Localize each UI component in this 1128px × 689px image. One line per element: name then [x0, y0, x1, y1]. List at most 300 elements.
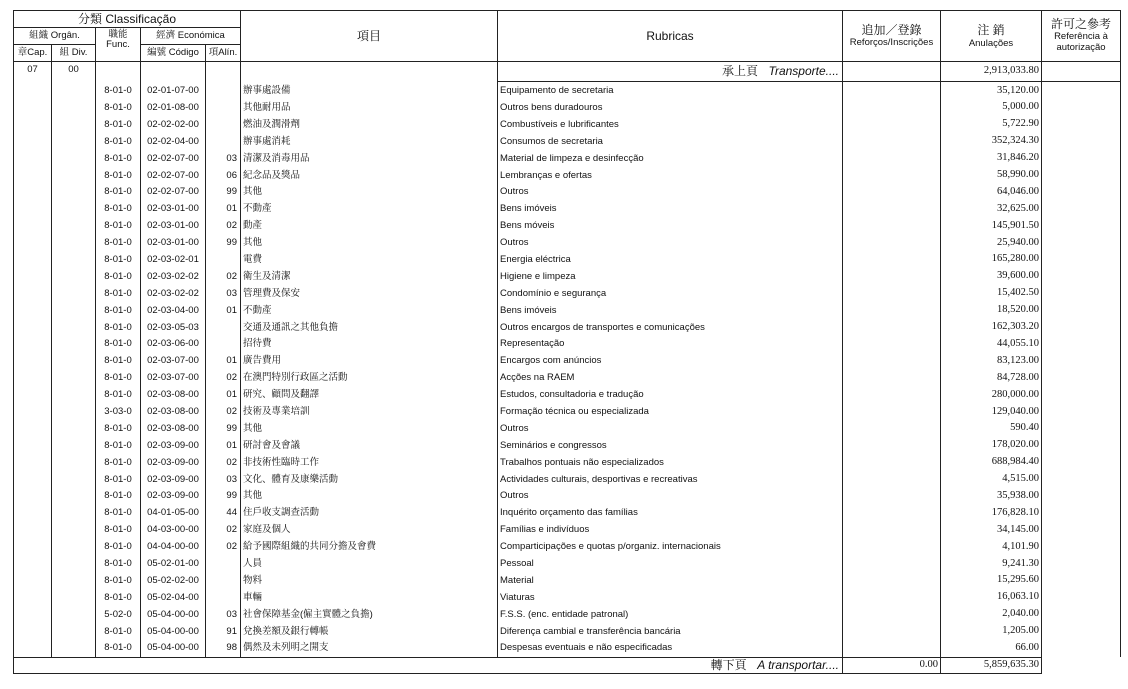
codigo-cell: 05-02-04-00 [141, 589, 206, 606]
div-cell [52, 251, 96, 268]
item-zh-cell: 紀念品及獎品 [241, 167, 498, 184]
item-zh-cell: 其他 [241, 184, 498, 201]
classificacao-header: 分類 Classificação [14, 11, 241, 28]
referencia-cell [1042, 606, 1121, 623]
table-row [14, 640, 1121, 657]
div-cell [52, 606, 96, 623]
func-cell: 8-01-0 [96, 99, 141, 116]
table-row [14, 251, 1121, 268]
reforcos-cell [843, 386, 941, 403]
alin-cell: 02 [206, 538, 241, 555]
func-cell: 8-01-0 [96, 319, 141, 336]
anulacoes-pt: Anulações [968, 37, 1014, 49]
codigo-cell: 02-03-09-00 [141, 488, 206, 505]
func-cell: 8-01-0 [96, 522, 141, 539]
rubrica-cell: Estudos, consultadoria e tradução [498, 386, 843, 403]
func-cell: 8-01-0 [96, 251, 141, 268]
table-row [14, 133, 1121, 150]
div-cell [52, 319, 96, 336]
codigo-cell: 02-03-07-00 [141, 370, 206, 387]
referencia-cell [1042, 505, 1121, 522]
reforcos-cell [843, 336, 941, 353]
table-row [14, 370, 1121, 387]
anulacoes-cell: 44,055.10 [941, 336, 1042, 353]
referencia-cell [1042, 454, 1121, 471]
cap-cell [14, 505, 52, 522]
codigo-cell: 05-04-00-00 [141, 640, 206, 657]
item-zh-cell: 其他耐用品 [241, 99, 498, 116]
rubrica-cell: Viaturas [498, 589, 843, 606]
table-row [14, 589, 1121, 606]
codigo-cell: 02-03-09-00 [141, 471, 206, 488]
referencia-cell [1042, 285, 1121, 302]
cap-cell [14, 133, 52, 150]
reforcos-cell [843, 268, 941, 285]
anulacoes-cell: 34,145.00 [941, 522, 1042, 539]
div-cell [52, 538, 96, 555]
referencia-cell [1042, 640, 1121, 657]
cap-cell [14, 522, 52, 539]
cap-cell [14, 555, 52, 572]
rubrica-cell: Outros [498, 420, 843, 437]
rubrica-cell: Diferença cambial e transferência bancária [498, 623, 843, 640]
alin-cell [206, 572, 241, 589]
rubrica-cell: F.S.S. (enc. entidade patronal) [498, 606, 843, 623]
func-cell: 8-01-0 [96, 623, 141, 640]
cap-cell [14, 184, 52, 201]
referencia-cell [1042, 386, 1121, 403]
func-cell: 8-01-0 [96, 572, 141, 589]
table-row [14, 403, 1121, 420]
anulacoes-cell: 590.40 [941, 420, 1042, 437]
referencia-header [1042, 11, 1121, 62]
carry-in-label-pt: Transporte.... [768, 64, 839, 79]
reforcos-cell [843, 471, 941, 488]
reforcos-cell [843, 82, 941, 99]
rubrica-cell: Outros bens duradouros [498, 99, 843, 116]
item-zh-cell: 給予國際組織的共同分擔及會費 [241, 538, 498, 555]
rubrica-cell: Bens imóveis [498, 201, 843, 218]
alin-cell [206, 99, 241, 116]
codigo-cell: 02-01-07-00 [141, 82, 206, 99]
codigo-cell: 02-03-01-00 [141, 201, 206, 218]
referencia-cell [1042, 336, 1121, 353]
codigo-cell: 02-03-01-00 [141, 218, 206, 235]
cap-cell [14, 640, 52, 657]
table-row [14, 150, 1121, 167]
div-cell [52, 82, 96, 99]
referencia-cell [1042, 488, 1121, 505]
item-zh-cell: 管理費及保安 [241, 285, 498, 302]
cap-cell [14, 201, 52, 218]
reforcos-cell [843, 454, 941, 471]
div-cell [52, 420, 96, 437]
func-pt: Func. [106, 38, 130, 50]
item-zh-cell: 燃油及潤滑劑 [241, 116, 498, 133]
item-zh-cell: 研究、顧問及翻譯 [241, 386, 498, 403]
codigo-cell: 02-03-08-00 [141, 403, 206, 420]
alin-cell: 03 [206, 285, 241, 302]
alin-cell: 06 [206, 167, 241, 184]
func-cell: 5-02-0 [96, 606, 141, 623]
cap-cell [14, 150, 52, 167]
func-cell: 8-01-0 [96, 420, 141, 437]
alin-cell: 99 [206, 234, 241, 251]
reforcos-cell [843, 420, 941, 437]
alin-cell: 01 [206, 386, 241, 403]
table-row [14, 454, 1121, 471]
div-cell [52, 437, 96, 454]
referencia-cell [1042, 251, 1121, 268]
alin-cell [206, 555, 241, 572]
reforcos-cell [843, 522, 941, 539]
carry-in-anulacoes: 2,913,033.80 [941, 62, 1042, 82]
div-cell [52, 386, 96, 403]
alin-cell: 91 [206, 623, 241, 640]
referencia-cell [1042, 437, 1121, 454]
cap-cell [14, 285, 52, 302]
div-cell [52, 522, 96, 539]
anulacoes-cell: 31,846.20 [941, 150, 1042, 167]
func-cell: 8-01-0 [96, 116, 141, 133]
item-zh-cell: 車輛 [241, 589, 498, 606]
div-cell [52, 353, 96, 370]
cap-cell [14, 606, 52, 623]
func-cell: 8-01-0 [96, 640, 141, 657]
item-zh-cell: 在澳門特別行政區之活動 [241, 370, 498, 387]
func-cell: 8-01-0 [96, 285, 141, 302]
table-row [14, 353, 1121, 370]
reforcos-cell [843, 555, 941, 572]
reforcos-cell [843, 319, 941, 336]
func-cell: 8-01-0 [96, 133, 141, 150]
reforcos-cell [843, 488, 941, 505]
codigo-cell: 02-02-04-00 [141, 133, 206, 150]
table-row [14, 420, 1121, 437]
table-row [14, 538, 1121, 555]
div-cell [52, 234, 96, 251]
referencia-cell [1042, 234, 1121, 251]
codigo-cell: 02-02-07-00 [141, 167, 206, 184]
referencia-pt: Referência à autorização [1054, 31, 1108, 53]
anulacoes-cell: 129,040.00 [941, 403, 1042, 420]
reforcos-cell [843, 167, 941, 184]
div-cell [52, 640, 96, 657]
rubrica-cell: Pessoal [498, 555, 843, 572]
rubrica-cell: Equipamento de secretaria [498, 82, 843, 99]
codigo-cell: 05-02-01-00 [141, 555, 206, 572]
reforcos-cell [843, 370, 941, 387]
referencia-cell [1042, 555, 1121, 572]
div-cell [52, 268, 96, 285]
table-row [14, 555, 1121, 572]
func-cell: 8-01-0 [96, 336, 141, 353]
func-cell: 3-03-0 [96, 403, 141, 420]
reforcos-zh: 追加／登錄 [861, 23, 922, 38]
anulacoes-cell: 18,520.00 [941, 302, 1042, 319]
referencia-cell [1042, 268, 1121, 285]
func-cell: 8-01-0 [96, 589, 141, 606]
rubrica-cell: Outros [498, 488, 843, 505]
referencia-cell [1042, 623, 1121, 640]
carry-in-label-zh: 承上頁 [721, 64, 758, 79]
reforcos-cell [843, 234, 941, 251]
rubrica-cell: Condomínio e segurança [498, 285, 843, 302]
reforcos-cell [843, 201, 941, 218]
table-row [14, 471, 1121, 488]
func-cell: 8-01-0 [96, 370, 141, 387]
anulacoes-cell: 4,101.90 [941, 538, 1042, 555]
codigo-cell: 05-02-02-00 [141, 572, 206, 589]
rubrica-cell: Outros encargos de transportes e comunicações [498, 319, 843, 336]
div-cell [52, 403, 96, 420]
div-cell [52, 505, 96, 522]
func-cell: 8-01-0 [96, 353, 141, 370]
item-zh-cell: 清潔及消毒用品 [241, 150, 498, 167]
reforcos-cell [843, 285, 941, 302]
cap-cell [14, 488, 52, 505]
referencia-cell [1042, 201, 1121, 218]
alin-cell: 02 [206, 403, 241, 420]
cap-value: 07 [14, 62, 52, 82]
anulacoes-cell: 35,120.00 [941, 82, 1042, 99]
item-zh-cell: 交通及通訊之其他負擔 [241, 319, 498, 336]
alin-cell: 02 [206, 370, 241, 387]
div-cell [52, 116, 96, 133]
cap-cell [14, 319, 52, 336]
cap-cell [14, 437, 52, 454]
table-row [14, 268, 1121, 285]
codigo-cell: 02-03-08-00 [141, 420, 206, 437]
alin-cell: 44 [206, 505, 241, 522]
referencia-cell [1042, 150, 1121, 167]
item-zh-cell: 文化、體育及康樂活動 [241, 471, 498, 488]
alin-cell: 03 [206, 150, 241, 167]
func-zh: 職能 [108, 29, 128, 40]
anulacoes-cell: 2,040.00 [941, 606, 1042, 623]
rubrica-cell: Higiene e limpeza [498, 268, 843, 285]
alin-cell: 03 [206, 606, 241, 623]
div-cell [52, 336, 96, 353]
alin-cell [206, 82, 241, 99]
referencia-cell [1042, 420, 1121, 437]
item-zh-cell: 物料 [241, 572, 498, 589]
div-cell [52, 370, 96, 387]
item-zh-cell: 不動產 [241, 201, 498, 218]
reforcos-cell [843, 572, 941, 589]
func-cell: 8-01-0 [96, 488, 141, 505]
referencia-cell [1042, 538, 1121, 555]
rubrica-cell: Famílias e indivíduos [498, 522, 843, 539]
div-cell [52, 555, 96, 572]
table-row [14, 623, 1121, 640]
referencia-cell [1042, 218, 1121, 235]
func-cell: 8-01-0 [96, 184, 141, 201]
alin-cell: 02 [206, 218, 241, 235]
codigo-cell: 02-03-02-02 [141, 268, 206, 285]
anulacoes-cell: 4,515.00 [941, 471, 1042, 488]
item-zh-cell: 偶然及未列明之開支 [241, 640, 498, 657]
cap-cell [14, 251, 52, 268]
func-cell: 8-01-0 [96, 505, 141, 522]
func-cell: 8-01-0 [96, 167, 141, 184]
reforcos-cell [843, 437, 941, 454]
rubrica-cell: Bens móveis [498, 218, 843, 235]
item-zh-cell: 不動產 [241, 302, 498, 319]
func-cell: 8-01-0 [96, 555, 141, 572]
reforcos-cell [843, 538, 941, 555]
table-row [14, 82, 1121, 99]
item-zh-cell: 研討會及會議 [241, 437, 498, 454]
codigo-cell: 02-03-04-00 [141, 302, 206, 319]
anulacoes-header [941, 11, 1042, 62]
anulacoes-cell: 39,600.00 [941, 268, 1042, 285]
table-row [14, 302, 1121, 319]
table-row [14, 488, 1121, 505]
rubrica-cell: Bens imóveis [498, 302, 843, 319]
rubrica-cell: Representação [498, 336, 843, 353]
rubrica-cell: Combustíveis e lubrificantes [498, 116, 843, 133]
div-cell [52, 150, 96, 167]
item-zh-cell: 兌換差額及銀行轉帳 [241, 623, 498, 640]
alin-cell: 99 [206, 184, 241, 201]
div-cell [52, 454, 96, 471]
div-cell [52, 285, 96, 302]
div-cell [52, 589, 96, 606]
func-cell: 8-01-0 [96, 386, 141, 403]
anulacoes-cell: 32,625.00 [941, 201, 1042, 218]
rubrica-cell: Formação técnica ou especializada [498, 403, 843, 420]
anulacoes-cell: 688,984.40 [941, 454, 1042, 471]
table-row [14, 336, 1121, 353]
item-zh-cell: 非技術性臨時工作 [241, 454, 498, 471]
reforcos-cell [843, 218, 941, 235]
anulacoes-cell: 178,020.00 [941, 437, 1042, 454]
cap-header: 章Cap. [14, 45, 52, 62]
item-zh-cell: 動產 [241, 218, 498, 235]
alin-cell: 99 [206, 488, 241, 505]
cap-cell [14, 403, 52, 420]
reforcos-cell [843, 133, 941, 150]
div-cell [52, 184, 96, 201]
codigo-cell: 05-04-00-00 [141, 623, 206, 640]
anulacoes-cell: 5,722.90 [941, 116, 1042, 133]
anulacoes-cell: 66.00 [941, 640, 1042, 657]
carry-out-label-zh: 轉下頁 [710, 657, 747, 672]
item-zh-cell: 其他 [241, 488, 498, 505]
anulacoes-cell: 280,000.00 [941, 386, 1042, 403]
item-zh-header: 項目 [241, 11, 498, 62]
reforcos-cell [843, 353, 941, 370]
alin-cell: 01 [206, 201, 241, 218]
reforcos-cell [843, 150, 941, 167]
reforcos-cell [843, 505, 941, 522]
reforcos-pt: Reforços/Inscrições [849, 37, 934, 49]
cap-cell [14, 386, 52, 403]
carry-out-anulacoes: 5,859,635.30 [941, 657, 1042, 673]
item-zh-cell: 廣告費用 [241, 353, 498, 370]
table-row [14, 218, 1121, 235]
div-header: 組 Div. [52, 45, 96, 62]
item-zh-cell: 衛生及清潔 [241, 268, 498, 285]
alin-cell: 02 [206, 454, 241, 471]
anulacoes-cell: 165,280.00 [941, 251, 1042, 268]
alin-cell [206, 589, 241, 606]
rubrica-cell: Despesas eventuais e não especificadas [498, 640, 843, 657]
carry-in-label [498, 62, 843, 82]
div-cell [52, 201, 96, 218]
economica-header: 經濟 Económica [141, 28, 241, 45]
cap-cell [14, 420, 52, 437]
reforcos-cell [843, 251, 941, 268]
alin-cell [206, 116, 241, 133]
item-zh-cell: 其他 [241, 234, 498, 251]
cap-cell [14, 99, 52, 116]
cap-cell [14, 302, 52, 319]
reforcos-header [843, 11, 941, 62]
item-zh-cell: 住戶收支調查活動 [241, 505, 498, 522]
table-row [14, 201, 1121, 218]
cap-cell [14, 353, 52, 370]
cap-cell [14, 454, 52, 471]
cap-cell [14, 623, 52, 640]
referencia-cell [1042, 133, 1121, 150]
alin-cell: 99 [206, 420, 241, 437]
cap-cell [14, 167, 52, 184]
carry-out-reforcos: 0.00 [843, 657, 941, 673]
referencia-zh: 許可之參考 [1050, 17, 1111, 32]
item-zh-cell: 家庭及個人 [241, 522, 498, 539]
item-zh-cell: 電費 [241, 251, 498, 268]
func-cell: 8-01-0 [96, 218, 141, 235]
table-row [14, 116, 1121, 133]
rubrica-cell: Outros [498, 234, 843, 251]
item-zh-cell: 社會保障基金(僱主實體之負擔) [241, 606, 498, 623]
table-row [14, 285, 1121, 302]
func-cell: 8-01-0 [96, 234, 141, 251]
alin-cell: 03 [206, 471, 241, 488]
func-cell: 8-01-0 [96, 471, 141, 488]
alin-cell [206, 251, 241, 268]
func-cell: 8-01-0 [96, 201, 141, 218]
rubrica-cell: Material [498, 572, 843, 589]
referencia-cell [1042, 167, 1121, 184]
anulacoes-cell: 5,000.00 [941, 99, 1042, 116]
cap-cell [14, 234, 52, 251]
codigo-cell: 02-02-07-00 [141, 184, 206, 201]
table-row [14, 234, 1121, 251]
rubrica-cell: Lembranças e ofertas [498, 167, 843, 184]
organ-header: 組織 Orgân. [14, 28, 96, 45]
cap-cell [14, 572, 52, 589]
anulacoes-cell: 16,063.10 [941, 589, 1042, 606]
rubrica-cell: Actividades culturais, desportivas e recreativas [498, 471, 843, 488]
referencia-cell [1042, 572, 1121, 589]
alin-cell [206, 133, 241, 150]
alin-cell [206, 336, 241, 353]
rubrica-cell: Seminários e congressos [498, 437, 843, 454]
codigo-cell: 04-04-00-00 [141, 538, 206, 555]
referencia-cell [1042, 319, 1121, 336]
referencia-cell [1042, 471, 1121, 488]
codigo-cell: 02-02-02-00 [141, 116, 206, 133]
cap-cell [14, 589, 52, 606]
codigo-cell: 04-03-00-00 [141, 522, 206, 539]
anulacoes-zh: 注 銷 [977, 22, 1005, 37]
item-zh-cell: 招待費 [241, 336, 498, 353]
codigo-header: 編號 Código [141, 45, 206, 62]
rubrica-cell: Comparticipações e quotas p/organiz. internacionais [498, 538, 843, 555]
